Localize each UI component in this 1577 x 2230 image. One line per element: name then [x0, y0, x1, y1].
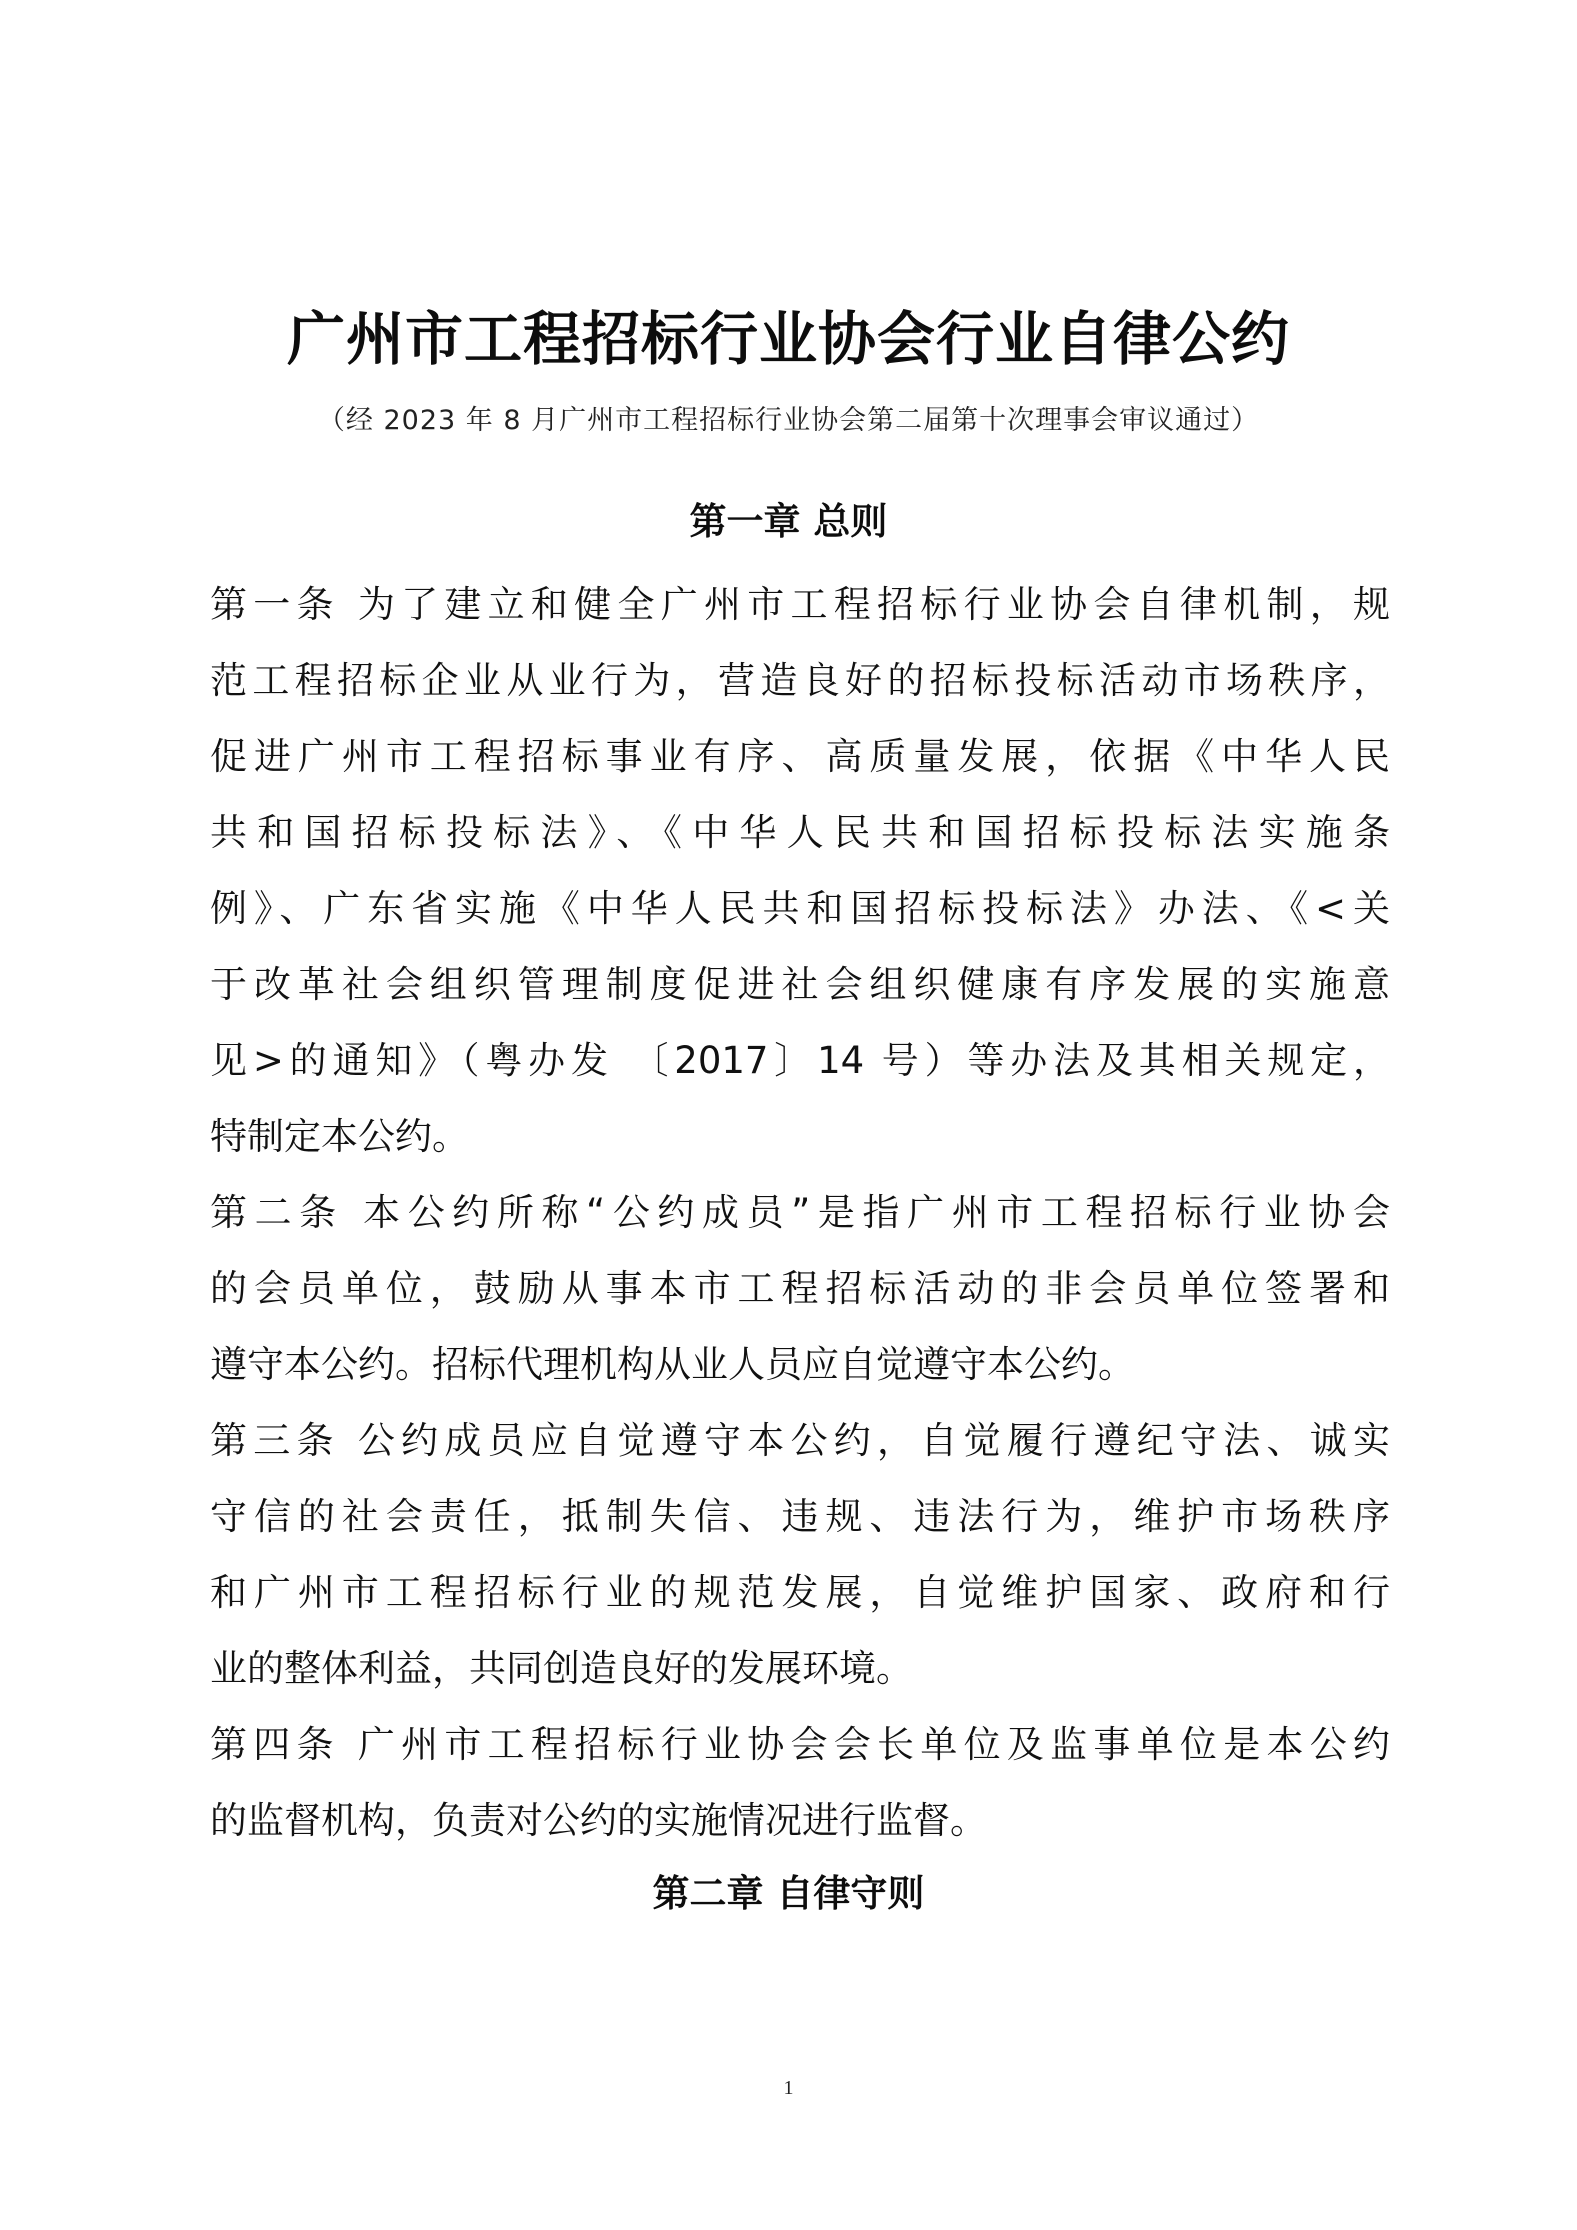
- article-3-line: 第三条 公约成员应自觉遵守本公约，自觉履行遵纪守法、诚实: [210, 1419, 1390, 1462]
- article-1-line: 见>的通知》（粤办发 〔2017〕14 号）等办法及其相关规定，: [210, 1039, 1390, 1082]
- article-2-line: 第二条 本公约所称“公约成员”是指广州市工程招标行业协会: [210, 1191, 1390, 1234]
- article-1-line: 共和国招标投标法》、《中华人民共和国招标投标法实施条: [210, 811, 1390, 854]
- article-4-line: 第四条 广州市工程招标行业协会会长单位及监事单位是本公约: [210, 1723, 1390, 1766]
- article-1-line: 例》、广东省实施《中华人民共和国招标投标法》办法、《<关: [210, 887, 1390, 930]
- page-number: 1: [783, 2077, 794, 2099]
- article-1-line: 第一条 为了建立和健全广州市工程招标行业协会自律机制，规: [210, 583, 1390, 626]
- article-2-line: 的会员单位，鼓励从事本市工程招标活动的非会员单位签署和: [210, 1267, 1390, 1310]
- chapter-heading-2: 第二章 自律守则: [652, 1872, 925, 1915]
- article-1-line: 促进广州市工程招标事业有序、高质量发展，依据《中华人民: [210, 735, 1390, 778]
- document-title: 广州市工程招标行业协会行业自律公约: [286, 305, 1290, 373]
- article-1-line: 特制定本公约。: [210, 1115, 469, 1158]
- article-1-line: 于改革社会组织管理制度促进社会组织健康有序发展的实施意: [210, 963, 1390, 1006]
- article-2-line: 遵守本公约。招标代理机构从业人员应自觉遵守本公约。: [210, 1343, 1135, 1386]
- article-3-line: 和广州市工程招标行业的规范发展，自觉维护国家、政府和行: [210, 1571, 1390, 1614]
- article-3-line: 业的整体利益，共同创造良好的发展环境。: [210, 1647, 913, 1690]
- document-subtitle: （经 2023 年 8 月广州市工程招标行业协会第二届第十次理事会审议通过）: [317, 405, 1260, 436]
- article-4-line: 的监督机构，负责对公约的实施情况进行监督。: [210, 1799, 987, 1842]
- chapter-heading-1: 第一章 总则: [689, 500, 888, 543]
- article-1-line: 范工程招标企业从业行为，营造良好的招标投标活动市场秩序，: [210, 659, 1390, 702]
- article-3-line: 守信的社会责任，抵制失信、违规、违法行为，维护市场秩序: [210, 1495, 1390, 1538]
